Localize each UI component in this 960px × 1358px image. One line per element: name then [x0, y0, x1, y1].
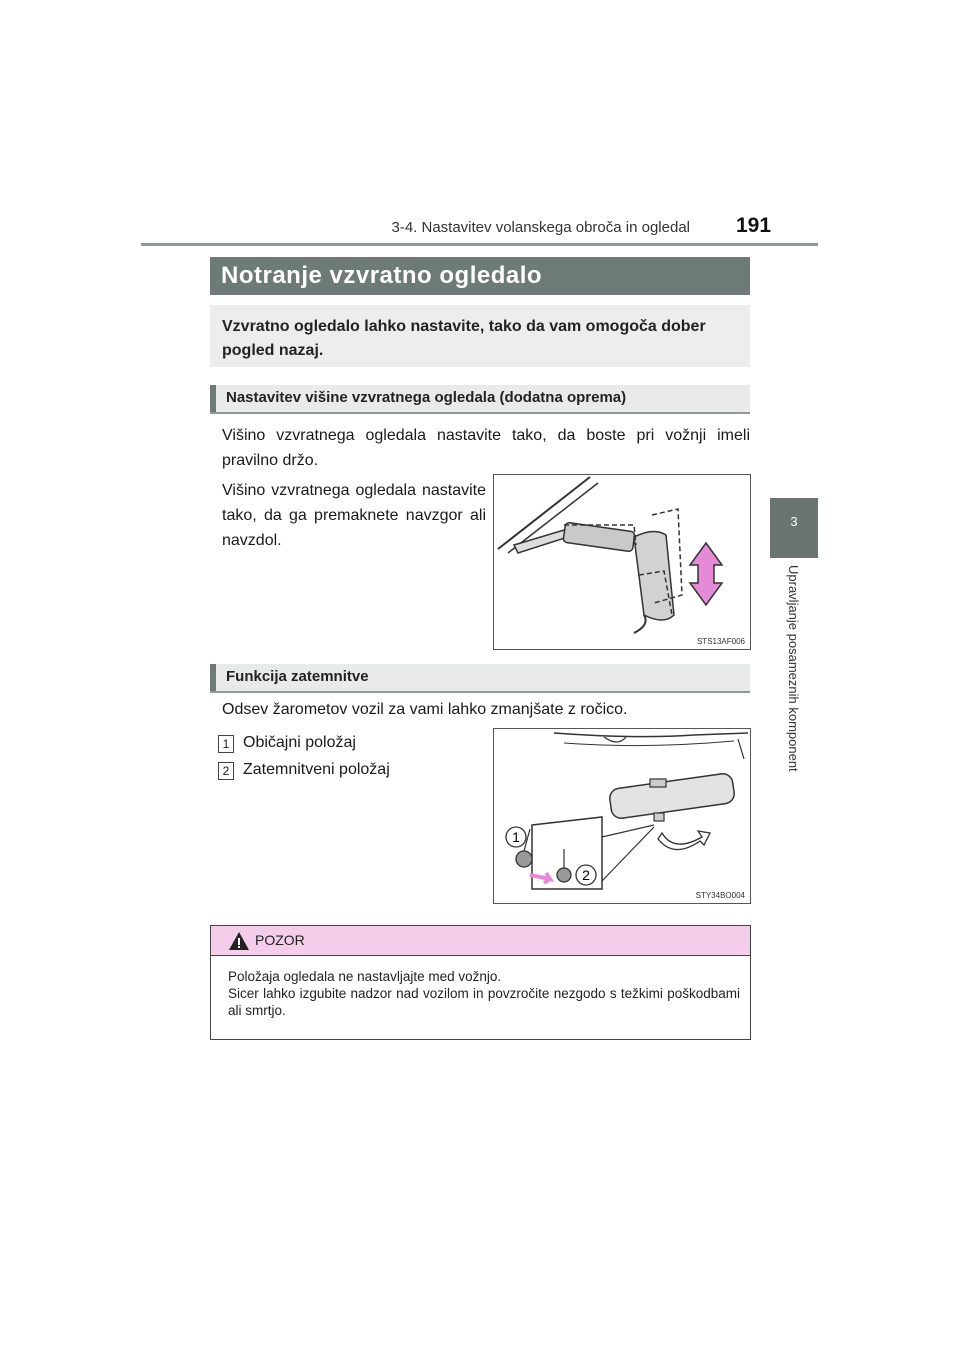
callout-2: 2	[582, 867, 590, 883]
page-number: 191	[736, 214, 772, 237]
section-title-bar	[210, 257, 750, 295]
mirror-dimming-figure	[493, 728, 751, 904]
figure-code: STY34BO004	[695, 891, 745, 900]
mirror-height-illustration	[494, 475, 750, 649]
height-heading-label: Nastavitev višine vzvratnega ogledala (dodatna oprema)	[226, 389, 627, 406]
warning-body	[228, 968, 740, 1019]
item-number: 2	[218, 762, 234, 780]
warning-header	[211, 926, 750, 956]
intro-box	[210, 305, 750, 367]
chapter-title: Upravljanje posameznih komponent	[786, 565, 801, 772]
figure-code: STS13AF006	[696, 637, 745, 646]
item-label: Običajni položaj	[243, 734, 356, 751]
height-side-text: Višino vzvratnega ogledala nastavite tako, da ga premaknete navzgor ali navzdol.	[222, 482, 486, 549]
intro-text: Vzvratno ogledalo lahko nastavite, tako da vam omogoča dober pogled nazaj.	[222, 318, 706, 359]
dimming-paragraph: Odsev žarometov vozil za vami lahko zmanjšate z ročico.	[222, 701, 628, 718]
mirror-height-figure	[493, 474, 751, 650]
chapter-tab: 3	[770, 498, 818, 558]
warning-triangle-icon	[228, 931, 250, 956]
height-paragraph: Višino vzvratnega ogledala nastavite tako, da boste pri vožnji imeli pravilno držo.	[222, 427, 750, 469]
heading-marker	[210, 385, 216, 412]
item-label: Zatemnitveni položaj	[243, 761, 390, 778]
running-header: 3-4. Nastavitev volanskega obroča in ogledal	[391, 219, 690, 236]
item-number: 1	[218, 735, 234, 753]
header-divider	[141, 243, 818, 246]
chapter-side-label	[785, 565, 803, 805]
height-section-heading	[210, 385, 750, 414]
callout-1: 1	[512, 829, 520, 845]
warning-box	[210, 925, 751, 1040]
heading-marker	[210, 664, 216, 691]
warning-line-1: Položaja ogledala ne nastavljajte med vožnjo.	[228, 969, 502, 984]
dimming-section-heading	[210, 664, 750, 693]
page-title: Notranje vzvratno ogledalo	[221, 262, 543, 289]
warning-title: POZOR	[255, 932, 305, 948]
mirror-dimming-illustration	[494, 729, 750, 903]
warning-line-2: Sicer lahko izgubite nadzor nad vozilom in povzročite nezgodo s težkimi poškodbami ali smrtjo.	[228, 986, 740, 1018]
dimming-heading-label: Funkcija zatemnitve	[226, 668, 369, 685]
